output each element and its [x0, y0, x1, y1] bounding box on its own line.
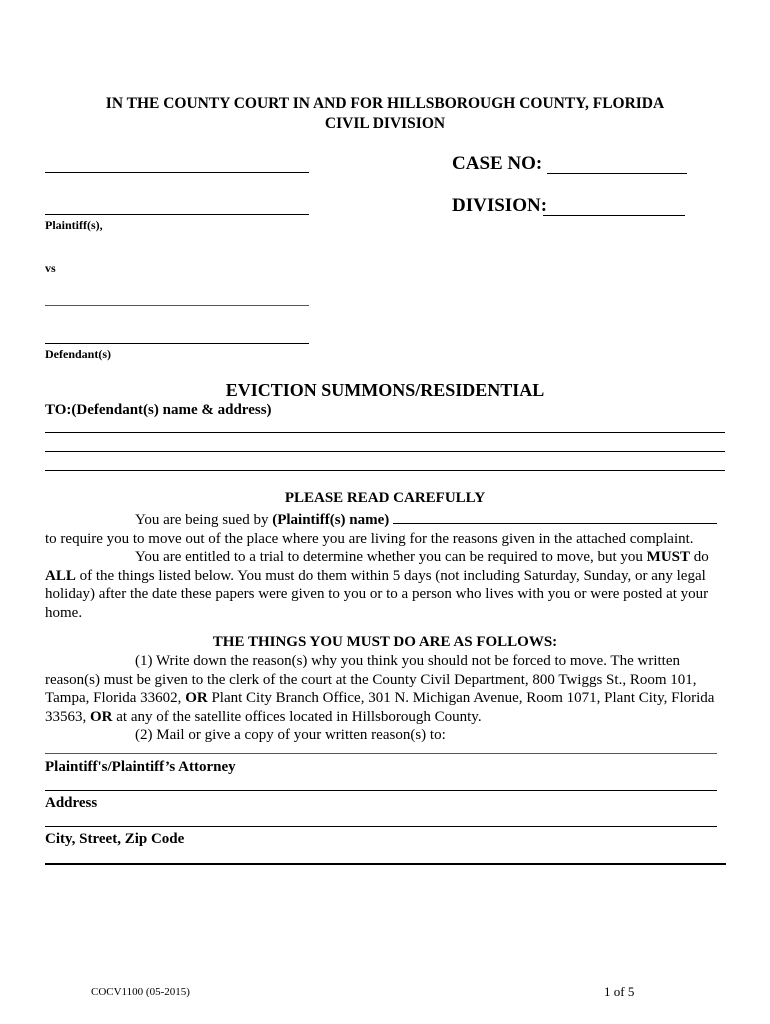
section-divider [45, 863, 726, 865]
to-defendant-label: TO:(Defendant(s) name & address) [45, 402, 272, 418]
plaintiff-name-bold: (Plaintiff(s) name) [272, 512, 390, 528]
vs-label: vs [45, 261, 56, 275]
instruction-1-plant-city: Plant City Branch Office, 301 N. Michigan Avenue, Room 1071, Plant City, Florida 33563, [45, 690, 715, 725]
plaintiff-label: Plaintiff(s), [45, 218, 103, 232]
plaintiff-name-line-2[interactable] [45, 214, 309, 215]
do-text: do [693, 549, 709, 565]
attorney-line[interactable] [45, 753, 717, 754]
plaintiff-name-line-1[interactable] [45, 172, 309, 173]
form-code: COCV1100 (05-2015) [91, 986, 190, 998]
instruction-2-text: (2) Mail or give a copy of your written reason(s) to: [135, 727, 446, 743]
summons-paragraph [45, 509, 725, 622]
defendant-label: Defendant(s) [45, 347, 111, 361]
court-heading: IN THE COUNTY COURT IN AND FOR HILLSBOROUGH COUNTY, FLORIDA [105, 95, 665, 112]
things-heading: THE THINGS YOU MUST DO ARE AS FOLLOWS: [212, 634, 558, 650]
instructions-paragraph [45, 652, 725, 745]
city-line[interactable] [45, 826, 717, 827]
division-label: DIVISION: [452, 195, 548, 216]
or-emphasis-2: OR [90, 708, 113, 725]
division-heading: CIVIL DIVISION [324, 115, 446, 132]
please-read-heading: PLEASE READ CAREFULLY [284, 490, 486, 506]
defendant-address-line-2[interactable] [45, 451, 725, 452]
deadline-text: of the things listed below. You must do them within 5 days (not including Saturday, Sunday, or any legal holiday) after the date these papers were given to you or to a person who lives with you or were posted at your home. [45, 567, 709, 621]
instruction-1-satellite: at any of the satellite offices located in Hillsborough County. [116, 708, 482, 725]
defendant-address-line-1[interactable] [45, 432, 725, 433]
plaintiff-name-field[interactable] [393, 509, 717, 524]
instruction-1-text: (1) Write down the reason(s) why you think you should not be forced to move. The written reason(s) must be given to the clerk of the court at the County Civil Department, 800 Twiggs St., Room 101, Tampa, Florida 33602, [45, 653, 697, 706]
document-title: EVICTION SUMMONS/RESIDENTIAL [225, 380, 545, 400]
sued-by-prefix: You are being sued by [135, 512, 269, 528]
page-number: 1 of 5 [604, 984, 635, 999]
attorney-label: Plaintiff's/Plaintiff’s Attorney [45, 759, 236, 775]
division-field[interactable] [543, 215, 685, 216]
or-emphasis-1: OR [185, 690, 208, 706]
address-label: Address [45, 795, 98, 811]
city-label: City, Street, Zip Code [45, 831, 185, 847]
defendant-name-line-1[interactable] [45, 305, 309, 306]
must-emphasis: MUST [646, 549, 691, 565]
case-no-label: CASE NO: [452, 153, 543, 174]
move-out-text: to require you to move out of the place where you are living for the reasons given in the attached complaint. [45, 530, 694, 547]
defendant-name-line-2[interactable] [45, 343, 309, 344]
address-line[interactable] [45, 790, 717, 791]
trial-text: You are entitled to a trial to determine whether you can be required to move, but you [135, 549, 643, 565]
defendant-address-line-3[interactable] [45, 470, 725, 471]
all-emphasis: ALL [45, 567, 76, 584]
case-no-field[interactable] [547, 173, 687, 174]
